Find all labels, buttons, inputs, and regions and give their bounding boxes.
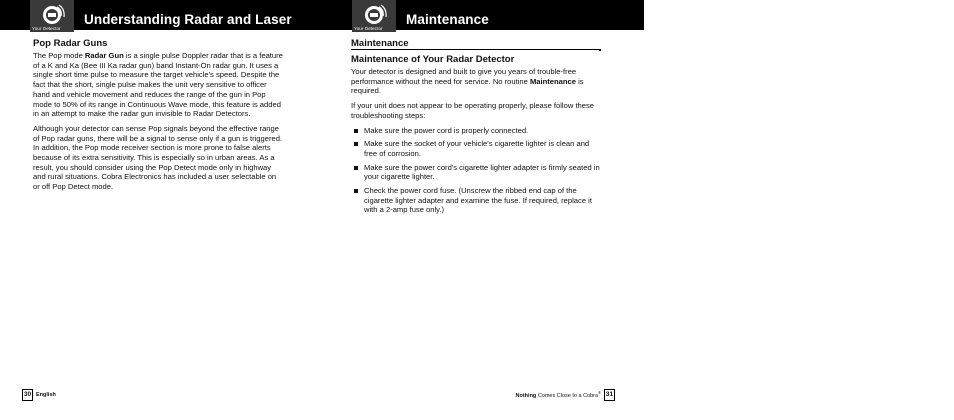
paragraph-text: is required. <box>351 76 584 96</box>
paragraph-text: is a single pulse Doppler radar that is a feature of a K and Ka (Bee III Ka radar gun) band Instant-On radar gun. It uses a single short time pulse to measure the target vehicle's speed. Despite the fact that the short, single pulse makes the unit very sensitive to officer hand and vehicle movement and reduces the range of the gun in Pop mode to 50% of its range in Continuous Wave mode, this feature is added in an attempt to make the radar gun invisible to Radar Detectors. <box>33 51 283 119</box>
tagline-text: Comes Close to a Cobra <box>536 393 599 400</box>
right-footer <box>516 386 615 404</box>
trademark-symbol: ® <box>598 390 601 396</box>
section-title: Maintenance <box>351 38 409 49</box>
subheading: Maintenance of Your Radar Detector <box>351 54 515 65</box>
left-content <box>33 38 283 197</box>
maintenance-paragraph-1 <box>351 67 601 96</box>
page-number: 31 <box>604 389 615 401</box>
radar-detector-icon <box>361 4 387 26</box>
bold-term: Maintenance <box>529 76 576 86</box>
section-rule-heading <box>351 38 599 50</box>
right-content <box>351 38 601 219</box>
list-item: Make sure the socket of your vehicle's cigarette lighter is clean and free of corrosion. <box>351 139 601 158</box>
list-item: Make sure the power cord is properly connected. <box>351 126 601 136</box>
left-page <box>0 0 322 420</box>
list-item: Make sure the power cord's cigarette lighter adapter is firmly seated in your cigarette lighter. <box>351 163 601 182</box>
left-footer <box>22 386 56 404</box>
list-item: Check the power cord fuse. (Unscrew the ribbed end cap of the cigarette lighter adapter and examine the fuse. If required, replace it with a 2-amp fuse only.) <box>351 186 601 215</box>
paragraph-text: The Pop mode <box>33 51 85 60</box>
right-logo-box <box>352 0 396 32</box>
pop-radar-paragraph-1 <box>33 51 283 119</box>
footer-language: English <box>36 391 56 398</box>
left-logo-box <box>30 0 74 32</box>
paragraph-text: Your detector is designed and built to give you years of trouble-free performance without the need for service. No routine <box>351 67 577 86</box>
maintenance-paragraph-2: If your unit does not appear to be operating properly, please follow these troubleshooting steps: <box>351 101 595 120</box>
section-heading: Pop Radar Guns <box>33 38 108 49</box>
logo-caption: Your Detector <box>354 26 383 31</box>
right-header-bar <box>322 0 644 30</box>
radar-detector-icon <box>39 4 65 26</box>
logo-caption: Your Detector <box>32 26 61 31</box>
footer-tagline <box>515 390 601 400</box>
pop-radar-paragraph-2: Although your detector can sense Pop signals beyond the effective range of Pop radar guns, there will be a signal to sense only if a gun is triggered. In addition, the Pop mode receiver section is more prone to false alerts because of its extra sensitivity. This is especially so in urban areas. As a result, you should consider using the Pop Detect mode only in highway and rural situations. Cobra Electronics has included a user selectable on or off Pop Detect mode. <box>33 123 283 192</box>
rule-dot <box>599 49 601 51</box>
header-title: Maintenance <box>406 12 489 27</box>
right-page <box>322 0 644 420</box>
tagline-bold: Nothing <box>515 393 537 400</box>
header-title: Understanding Radar and Laser <box>84 12 292 27</box>
bold-term: Radar Gun <box>84 51 124 60</box>
troubleshooting-list <box>351 126 601 216</box>
left-header-bar <box>0 0 322 30</box>
page-number: 30 <box>22 389 33 401</box>
